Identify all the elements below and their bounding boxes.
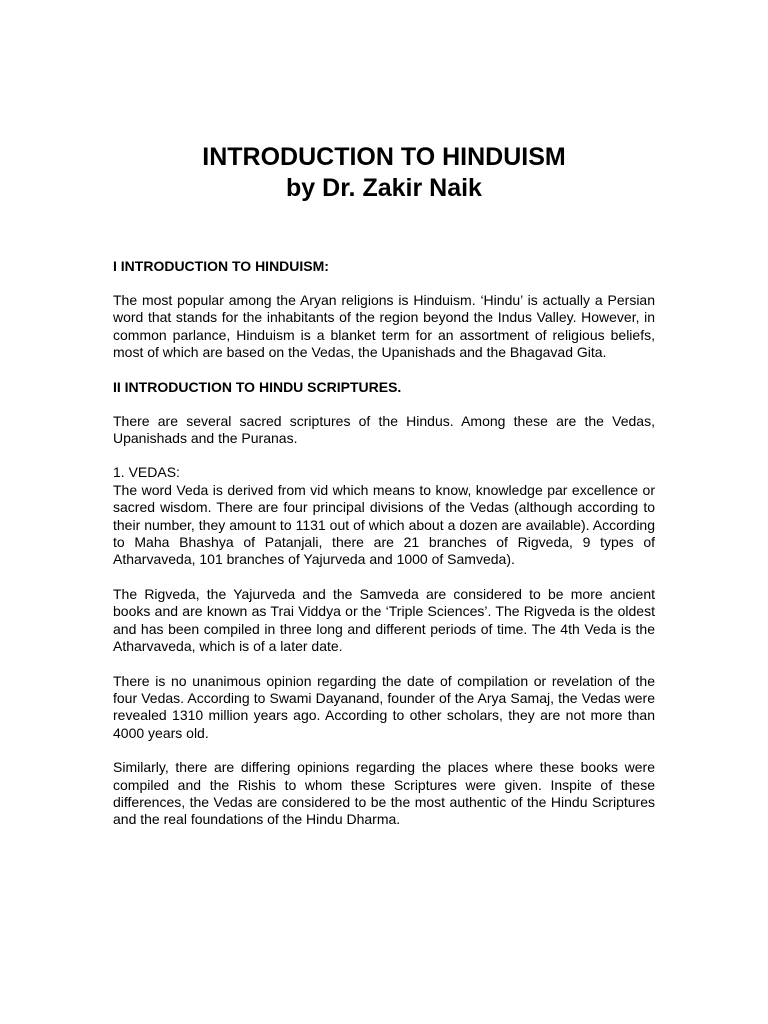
paragraph-vedas-3: There is no unanimous opinion regarding the date of compilation or revelation of the four Vedas. According to Swami Dayanand, founder of the Arya Samaj, the Vedas were revealed 1310 million years ago. According to other scholars, they are not more than 4000 years old. (113, 672, 655, 741)
paragraph-vedas-2: The Rigveda, the Yajurveda and the Samveda are considered to be more ancient books and are known as Trai Viddya or the ‘Triple Sciences’. The Rigveda is the oldest and has been compiled in three long and different periods of time. The 4th Veda is the Atharvaveda, which is of a later date. (113, 585, 655, 655)
paragraph-vedas-4: Similarly, there are differing opinions regarding the places where these books were compiled and the Rishis to whom these Scriptures were given. Inspite of these differences, the Vedas are considered to be the most authentic of the Hindu Scriptures and the real foundations of the Hindu Dharma. (113, 759, 655, 828)
section-heading-intro: I INTRODUCTION TO HINDUISM: (113, 258, 329, 274)
subheading-vedas: 1. VEDAS: (113, 464, 180, 481)
paragraph-intro: The most popular among the Aryan religions is Hinduism. ‘Hindu’ is actually a Persian word that stands for the inhabitants of the region beyond the Indus Valley. However, in common parlance, Hinduism is a blanket term for an assortment of religious beliefs, most of which are based on the Vedas, the Upanishads and the Bhagavad Gita. (113, 292, 655, 361)
title-line-1: INTRODUCTION TO HINDUISM (202, 143, 566, 171)
paragraph-vedas-1: The word Veda is derived from vid which means to know, knowledge par excellence or sacred wisdom. There are four principal divisions of the Vedas (although according to their number, they amount to 1131 out of which about a dozen are available). According to Maha Bhashya of Patanjali, there are 21 branches of Rigveda, 9 types of Atharvaveda, 101 branches of Yajurveda and 1000 of Samveda). (113, 481, 655, 568)
title-line-2: by Dr. Zakir Naik (286, 174, 482, 202)
document-page (113, 142, 655, 829)
document-title (113, 142, 655, 204)
paragraph-scriptures: There are several sacred scriptures of the Hindus. Among these are the Vedas, Upanishads and the Puranas. (113, 412, 655, 447)
section-heading-scriptures: II INTRODUCTION TO HINDU SCRIPTURES. (113, 378, 402, 395)
